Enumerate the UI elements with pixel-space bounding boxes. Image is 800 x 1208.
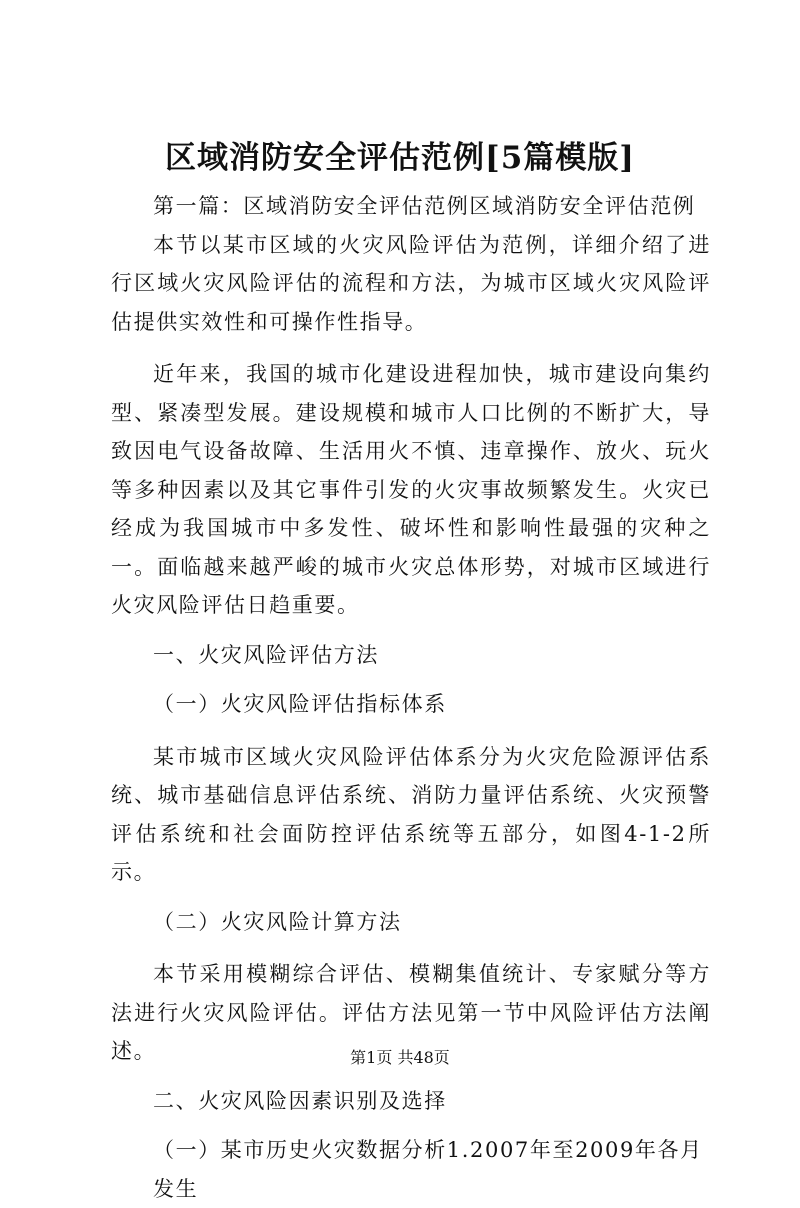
heading-method: 一、火灾风险评估方法: [153, 642, 379, 667]
heading-risk-factors: 二、火灾风险因素识别及选择: [153, 1088, 447, 1113]
subheading-index-system: （一）火灾风险评估指标体系: [153, 692, 447, 716]
subheading-history-data: （一）某市历史火灾数据分析1.2007年至2009年各月发生: [153, 1138, 703, 1201]
section-heading-first: 第一篇：区域消防安全评估范例区域消防安全评估范例: [153, 194, 696, 218]
page-footer: 第1页 共48页: [350, 1048, 450, 1067]
paragraph-index-system: 某市城市区域火灾风险评估体系分为火灾危险源评估系统、城市基础信息评估系统、消防力量评估系统、火灾预警评估系统和社会面防控评估系统等五部分，如图4-1-2所示。: [111, 744, 711, 884]
paragraph-intro: 本节以某市区域的火灾风险评估为范例，详细介绍了进行区域火灾风险评估的流程和方法，为城市区域火灾风险评估提供实效性和可操作性指导。: [111, 232, 711, 334]
paragraph-calculation: 本节采用模糊综合评估、模糊集值统计、专家赋分等方法进行火灾风险评估。评估方法见第一节中风险评估方法阐述。: [111, 962, 711, 1063]
document-title: 区域消防安全评估范例[5篇模版]: [165, 140, 635, 176]
paragraph-background: 近年来，我国的城市化建设进程加快，城市建设向集约型、紧凑型发展。建设规模和城市人口比例的不断扩大，导致因电气设备故障、生活用火不慎、违章操作、放火、玩火等多种因素以及其它事件引发的火灾事故频繁发生。火灾已经成为我国城市中多发性、破坏性和影响性最强的灾种之一。面临越来越严峻的城市火灾总体形势，对城市区域进行火灾风险评估日趋重要。: [111, 362, 711, 617]
subheading-calculation: （二）火灾风险计算方法: [153, 909, 402, 934]
